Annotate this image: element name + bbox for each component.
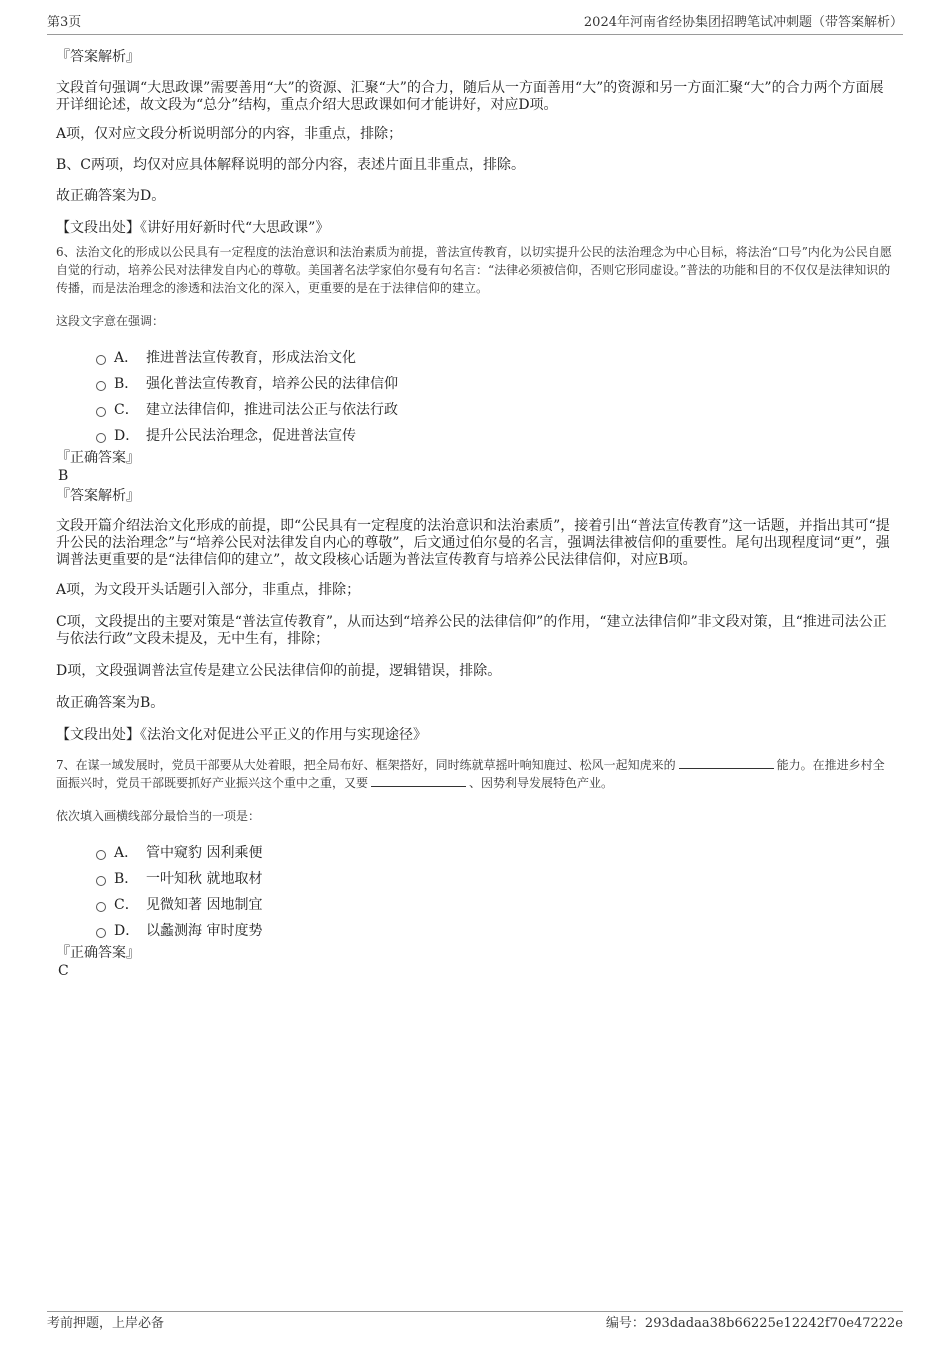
q6-prompt: 这段文字意在强调： xyxy=(56,314,165,328)
q5-analysis-paragraph: B、C两项，均仅对应具体解释说明的部分内容，表述片面且非重点，排除。 xyxy=(56,157,525,173)
q6-option-d[interactable]: D． 提升公民法治理念，促进普法宣传 xyxy=(56,427,894,453)
q7-option-c[interactable]: C． 见微知著 因地制宜 xyxy=(56,896,894,922)
page-content xyxy=(56,48,894,980)
document-code: 编号：293dadaa38b66225e12242f70e47222e xyxy=(605,1316,903,1331)
radio-icon[interactable] xyxy=(96,407,106,417)
fill-blank xyxy=(679,756,774,769)
radio-icon[interactable] xyxy=(96,928,106,938)
q5-analysis-label: 『答案解析』 xyxy=(56,49,140,65)
q6-source: 【文段出处】《法治文化对促进公平正义的作用与实现途径》 xyxy=(56,727,427,743)
q6-analysis-paragraph: A项，为文段开头话题引入部分，非重点，排除； xyxy=(56,582,361,598)
q6-analysis-paragraph: D项，文段强调普法宣传是建立公民法律信仰的前提，逻辑错误，排除。 xyxy=(56,663,502,679)
q6-option-a[interactable]: A． 推进普法宣传教育，形成法治文化 xyxy=(56,349,894,375)
q6-option-c[interactable]: C． 建立法律信仰，推进司法公正与依法行政 xyxy=(56,401,894,427)
radio-icon[interactable] xyxy=(96,850,106,860)
q6-analysis-label: 『答案解析』 xyxy=(56,488,140,504)
radio-icon[interactable] xyxy=(96,355,106,365)
radio-icon[interactable] xyxy=(96,433,106,443)
q6-options xyxy=(56,349,894,453)
page-footer xyxy=(47,1311,903,1336)
fill-blank xyxy=(371,774,466,787)
q7-option-a[interactable]: A． 管中窥豹 因利乘便 xyxy=(56,844,894,870)
q6-analysis-paragraph: 文段开篇介绍法治文化形成的前提，即“公民具有一定程度的法治意识和法治素质”，接着引出“普法宣传教育”这一话题，并指出其可“提升公民的法治理念”与“培养公民对法律发自内心的尊敬”，后文通过伯尔曼的名言，强调法律被信仰的重要性。尾句出现程度词“更”，强调普法更重要的是“法律信仰的建立”，故文段核心话题为普法宣传教育与培养公民法律信仰，对应B项。 xyxy=(56,518,890,568)
q7-prompt: 依次填入画横线部分最恰当的一项是： xyxy=(56,809,261,823)
q5-source: 【文段出处】《讲好用好新时代“大思政课”》 xyxy=(56,220,330,236)
q7-option-d[interactable]: D． 以蠡测海 审时度势 xyxy=(56,922,894,948)
document-title: 2024年河南省经协集团招聘笔试冲刺题（带答案解析） xyxy=(583,15,903,30)
radio-icon[interactable] xyxy=(96,876,106,886)
q6-stem: 6、法治文化的形成以公民具有一定程度的法治意识和法治素质为前提，普法宣传教育，以切实提升公民的法治理念为中心目标，将法治“口号”内化为公民自愿自觉的行动，培养公民对法律发自内心的尊敬。美国著名法学家伯尔曼有句名言：“法律必须被信仰，否则它形同虚设。”普法的功能和目的不仅仅是法律知识的传播，而是法治理念的渗透和法治文化的深入，更重要的是在于法律信仰的建立。 xyxy=(56,245,892,295)
radio-icon[interactable] xyxy=(96,381,106,391)
q6-analysis-paragraph: C项，文段提出的主要对策是“普法宣传教育”，从而达到“培养公民的法律信仰”的作用，“建立法律信仰”非文段对策，且“推进司法公正与依法行政”文段未提及，无中生有，排除； xyxy=(56,614,887,647)
page-header xyxy=(47,14,903,35)
q7-options xyxy=(56,844,894,948)
q7-answer-label: 『正确答案』 xyxy=(56,945,140,961)
q5-analysis-paragraph: 文段首句强调“大思政课”需要善用“大”的资源、汇聚“大”的合力，随后从一方面善用“大”的资源和另一方面汇聚“大”的合力两个方面展开详细论述，故文段为“总分”结构，重点介绍大思政课如何才能讲好，对应D项。 xyxy=(56,80,884,113)
page-number: 第3页 xyxy=(47,15,82,30)
q7-answer: C xyxy=(58,963,69,979)
q6-analysis-paragraph: 故正确答案为B。 xyxy=(56,695,165,711)
q7-option-b[interactable]: B． 一叶知秋 就地取材 xyxy=(56,870,894,896)
q6-answer: B xyxy=(58,468,69,484)
radio-icon[interactable] xyxy=(96,902,106,912)
q6-option-b[interactable]: B． 强化普法宣传教育，培养公民的法律信仰 xyxy=(56,375,894,401)
footer-slogan: 考前押题，上岸必备 xyxy=(47,1316,165,1331)
q5-analysis-paragraph: 故正确答案为D。 xyxy=(56,188,166,204)
q5-analysis-paragraph: A项，仅对应文段分析说明部分的内容，非重点，排除； xyxy=(56,126,403,142)
q6-answer-label: 『正确答案』 xyxy=(56,450,140,466)
q7-stem: 7、在谋一域发展时，党员干部要从大处着眼，把全局布好、框架搭好，同时练就草摇叶响知鹿过、松风一起知虎来的 能力。在推进乡村全面振兴时，党员干部既要抓好产业振兴这个重中之重，又要 、因势利导发展特色产业。 xyxy=(56,758,885,790)
